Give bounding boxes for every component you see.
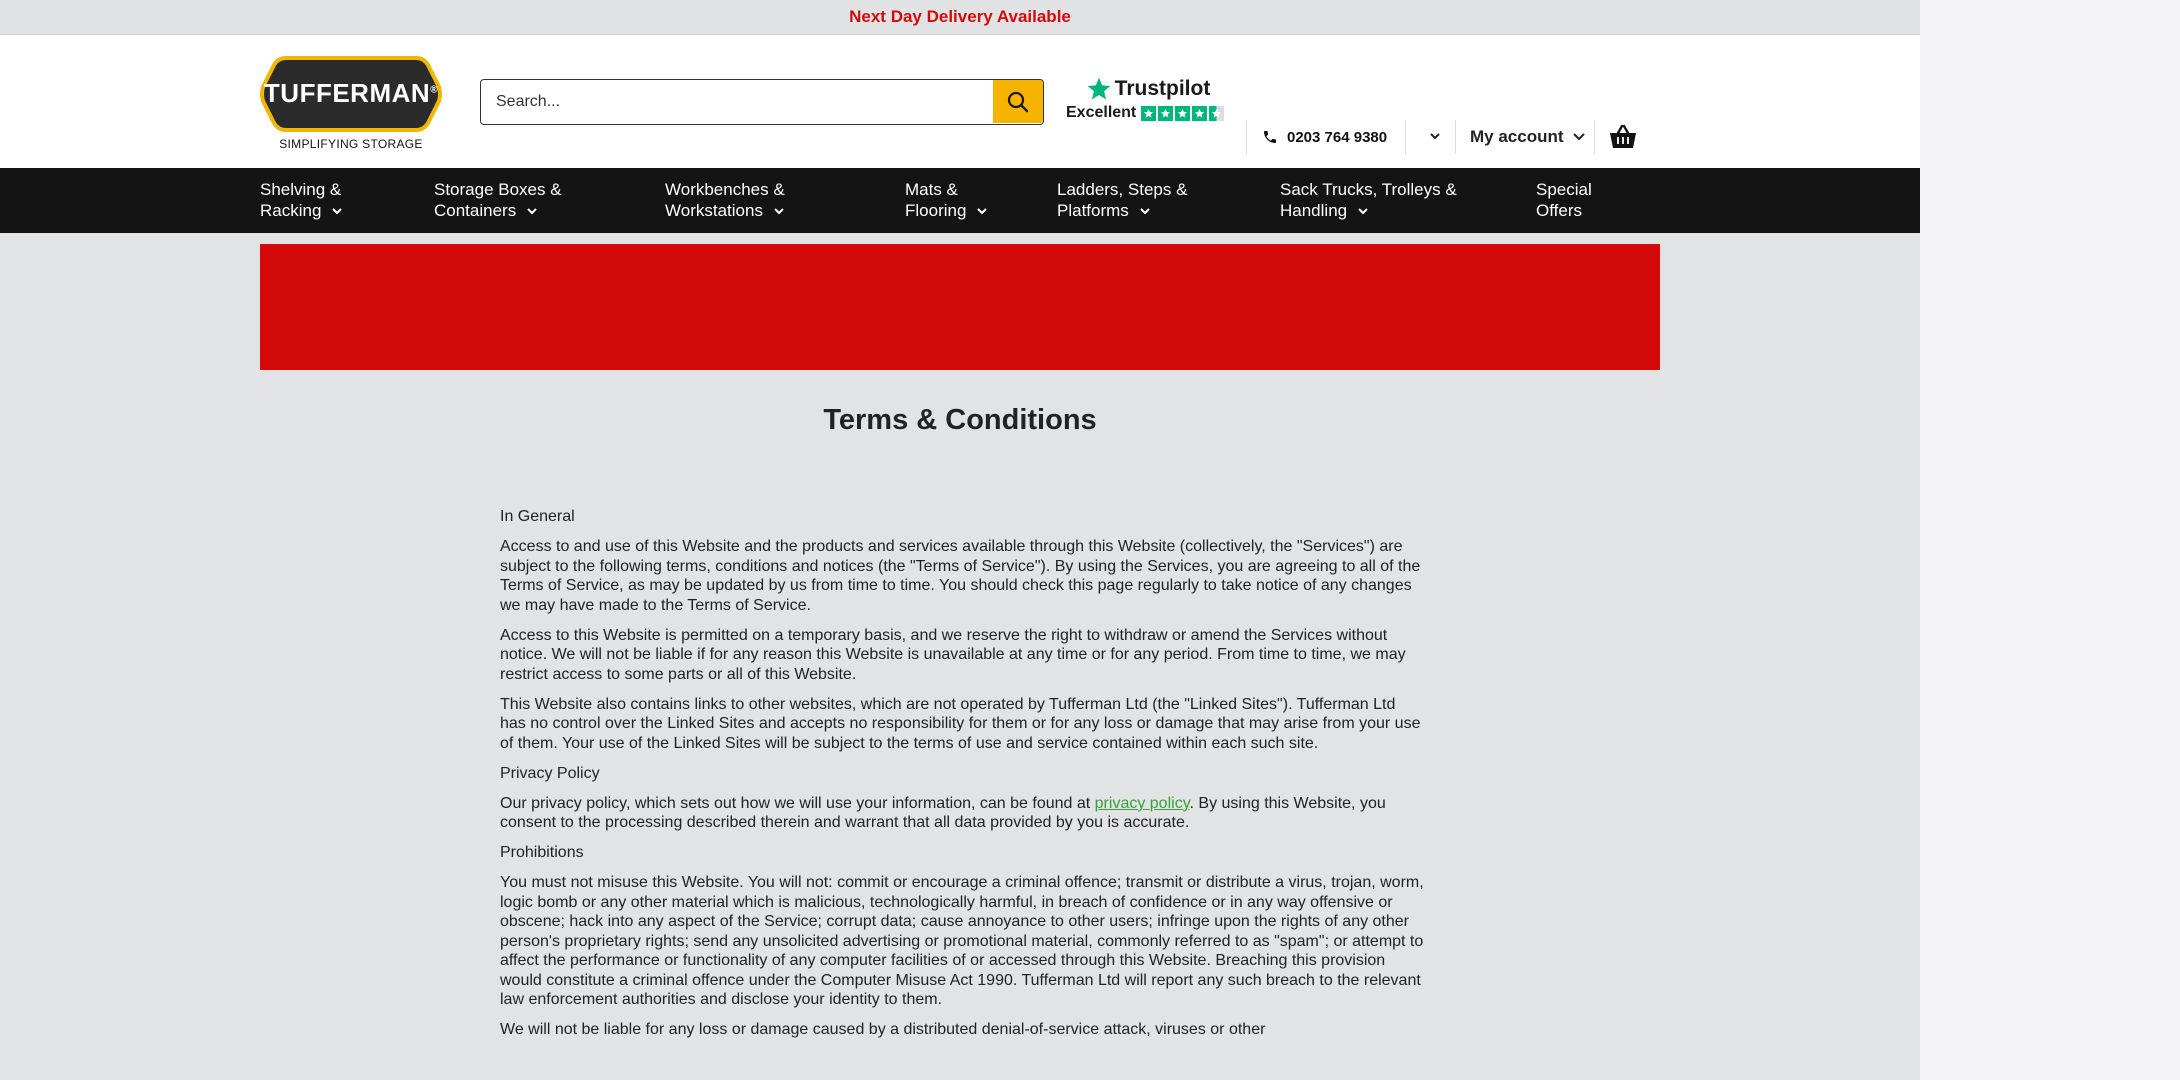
chevron-down-icon: [1424, 129, 1446, 145]
search-input[interactable]: [481, 80, 993, 123]
terms-content: [500, 507, 1425, 1050]
nav-item-mats-flooring[interactable]: [905, 179, 988, 221]
chevron-down-icon: [1139, 207, 1151, 215]
header-divider: [1246, 120, 1247, 154]
terms-paragraph: We will not be liable for any loss or damage caused by a distributed denial-of-service attack, viruses or other: [500, 1021, 1266, 1038]
trustpilot-widget[interactable]: [1066, 75, 1230, 127]
phone-link[interactable]: [1262, 125, 1387, 149]
nav-item-label: Sack Trucks, Trolleys &: [1280, 180, 1457, 199]
privacy-text: Our privacy policy, which sets out how we will use your information, can be found at: [500, 794, 1095, 812]
nav-item-label: Containers: [434, 201, 517, 220]
search-icon: [1007, 91, 1029, 113]
privacy-policy-link[interactable]: privacy policy: [1094, 794, 1190, 812]
nav-item-label: Handling: [1280, 201, 1348, 220]
header-divider: [1405, 120, 1406, 154]
star-icon: [1175, 106, 1190, 121]
nav-item-sack-trucks-trolleys-handling[interactable]: [1280, 179, 1457, 221]
nav-item-label: Special: [1536, 180, 1592, 199]
nav-item-workbenches-workstations[interactable]: [665, 179, 785, 221]
chevron-down-icon: [1357, 207, 1369, 215]
logo-tagline: SIMPLIFYING STORAGE: [279, 137, 423, 151]
announcement-bar: [0, 0, 1920, 35]
section-heading-general: In General: [500, 508, 575, 525]
nav-item-label: Platforms: [1057, 201, 1129, 220]
my-account-menu[interactable]: [1470, 125, 1586, 149]
nav-item-ladders-steps-platforms[interactable]: [1057, 179, 1187, 221]
chevron-down-icon: [526, 207, 538, 215]
nav-item-label: Workstations: [665, 201, 763, 220]
nav-item-label: Ladders, Steps &: [1057, 180, 1188, 199]
nav-item-label: Storage Boxes &: [434, 180, 562, 199]
announcement-text: Next Day Delivery Available: [849, 7, 1071, 26]
search-button[interactable]: [993, 80, 1043, 123]
section-heading-privacy: Privacy Policy: [500, 764, 600, 782]
privacy-text: . By using this Website, you consent to the processing described therein and warrant that all data provided by you is accurate.: [500, 794, 1386, 831]
chevron-down-icon: [976, 207, 988, 215]
star-icon: [1141, 106, 1156, 121]
site-header: [0, 35, 1920, 168]
phone-icon: [1262, 129, 1278, 145]
star-icon: [1192, 106, 1207, 121]
cart-button[interactable]: [1608, 123, 1638, 151]
trustpilot-name: Trustpilot: [1114, 77, 1211, 100]
section-heading-prohibitions: Prohibitions: [500, 844, 584, 861]
header-dropdown-toggle[interactable]: [1424, 129, 1446, 145]
browser-blank-area: [1920, 0, 2180, 1080]
nav-item-special-offers[interactable]: [1536, 179, 1592, 221]
chevron-down-icon: [1572, 132, 1586, 142]
page-title: Terms & Conditions: [823, 404, 1097, 436]
tufferman-logo[interactable]: [260, 55, 442, 153]
nav-item-label: Flooring: [905, 201, 967, 220]
header-divider: [1594, 120, 1595, 154]
trustpilot-stars: [1141, 106, 1224, 121]
terms-paragraph: This Website also contains links to other websites, which are not operated by Tufferman Ltd (the "Linked Sites"). Tufferman Ltd has no control over the Linked Sites and accepts no responsibility for them or for any loss or damage that may arise from your use of them. Your use of the Linked Sites will be subject to the terms of use and service contained within each such site.: [500, 695, 1421, 752]
terms-paragraph: Access to this Website is permitted on a temporary basis, and we reserve the right to withdraw or amend the Services without notice. We will not be liable if for any reason this Website is unavailable at any time or for any period. From time to time, we may restrict access to some parts or all of this Website.: [500, 626, 1406, 683]
terms-paragraph: You must not misuse this Website. You will not: commit or encourage a criminal offence; transmit or distribute a virus, trojan, worm, logic bomb or any other material which is malicious, technologically harmful, in breach of confidence or in any way offensive or obscene; hack into any aspect of the Service; corrupt data; cause annoyance to other users; infringe upon the rights of any other person's proprietary rights; send any unsolicited advertising or promotional material, commonly referred to as "spam"; or attempt to affect the performance or functionality of any computer facilities of or accessed through this Website. Breaching this provision would constitute a criminal offence under the Computer Misuse Act 1990. Tufferman Ltd will report any such breach to the relevant law enforcement authorities and disclose your identity to them.: [500, 874, 1424, 1008]
privacy-paragraph: [500, 794, 1425, 833]
star-icon: [1158, 106, 1173, 121]
logo-wordmark: TUFFERMAN®: [263, 78, 439, 108]
trustpilot-rating: Excellent: [1066, 104, 1137, 121]
star-icon: [1086, 76, 1112, 102]
nav-item-storage-boxes-containers[interactable]: [434, 179, 562, 221]
promo-banner[interactable]: [260, 244, 1660, 370]
header-divider: [1455, 120, 1456, 154]
nav-item-label: Shelving &: [260, 180, 342, 199]
nav-item-label: Mats &: [905, 180, 958, 199]
main-navigation: [0, 168, 1920, 233]
my-account-label: My account: [1470, 127, 1564, 146]
chevron-down-icon: [773, 207, 785, 215]
nav-item-shelving-racking[interactable]: [260, 179, 343, 221]
search-bar: [480, 79, 1044, 125]
half-star-icon: [1209, 106, 1224, 121]
chevron-down-icon: [331, 207, 343, 215]
basket-icon: [1608, 123, 1638, 151]
phone-number: 0203 764 9380: [1287, 128, 1388, 146]
terms-paragraph: Access to and use of this Website and the products and services available through this Website (collectively, the "Services") are subject to the following terms, conditions and notices (the "Terms of Service"). By using the Services, you are agreeing to all of the Terms of Service, as may be updated by us from time to time. You should check this page regularly to take notice of any changes we may have made to the Terms of Service.: [500, 538, 1421, 614]
nav-item-label: Workbenches &: [665, 180, 785, 199]
nav-item-label: Racking: [260, 201, 322, 220]
nav-item-label: Offers: [1536, 201, 1582, 220]
